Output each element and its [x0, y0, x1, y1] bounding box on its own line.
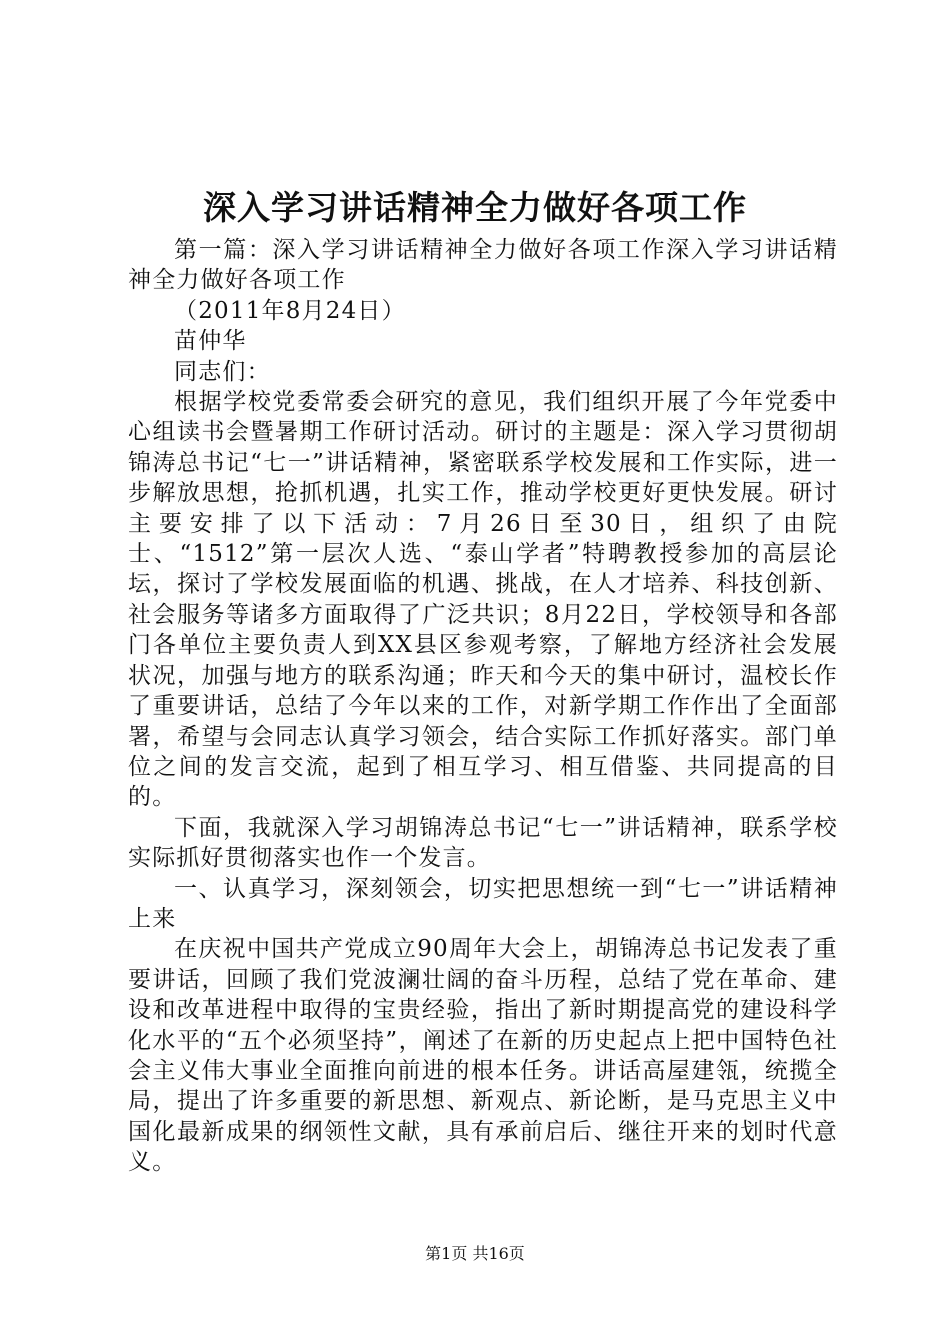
document-body — [128, 235, 838, 1178]
paragraph-salutation: 同志们： — [174, 358, 271, 385]
paragraph-section-heading: 一、认真学习，深刻领会，切实把思想统一到“七一”讲话精神上来 — [128, 875, 838, 932]
paragraph-date: （2011年8月24日） — [174, 297, 406, 324]
paragraph-body: 下面，我就深入学习胡锦涛总书记“七一”讲话精神，联系学校实际抓好贯彻落实也作一个发言。 — [128, 814, 838, 872]
paragraph-body: 在庆祝中国共产党成立90周年大会上，胡锦涛总书记发表了重要讲话，回顾了我们党波澜壮阔的奋斗历程，总结了党在革命、建设和改革进程中取得的宝贵经验，指出了新时期提高党的建设科学化水平的“五个必须坚持”，阐述了在新的历史起点上把中国特色社会主义伟大事业全面推向前进的根本任务。讲话高屋建瓴，统揽全局，提出了许多重要的新思想、新观点、新论断，是马克思主义中国化最新成果的纲领性文献，具有承前启后、继往开来的划时代意义。 — [128, 936, 838, 1176]
document-title: 深入学习讲话精神全力做好各项工作 — [203, 188, 747, 227]
paragraph-body: 根据学校党委常委会研究的意见，我们组织开展了今年党委中心组读书会暨暑期工作研讨活动。研讨的主题是：深入学习贯彻胡锦涛总书记“七一”讲话精神，紧密联系学校发展和工作实际，进一步解放思想，抢抓机遇，扎实工作，推动学校更好更快发展。研讨主要安排了以下活动：7月26日至30日，组织了由院士、“1512”第一层次人选、“泰山学者”特聘教授参加的高层论坛，探讨了学校发展面临的机遇、挑战，在人才培养、科技创新、社会服务等诸多方面取得了广泛共识；8月22日，学校领导和各部门各单位主要负责人到XX县区参观考察，了解地方经济社会发展状况，加强与地方的联系沟通；昨天和今天的集中研讨，温校长作了重要讲话，总结了今年以来的工作，对新学期工作作出了全面部署，希望与会同志认真学习领会，结合实际工作抓好落实。部门单位之间的发言交流，起到了相互学习、相互借鉴、共同提高的目的。 — [128, 389, 838, 811]
page-number-footer: 第1页 共16页 — [425, 1244, 525, 1263]
paragraph-chapter-heading: 第一篇：深入学习讲话精神全力做好各项工作深入学习讲话精神全力做好各项工作 — [128, 237, 838, 294]
paragraph-author: 苗仲华 — [174, 328, 247, 355]
